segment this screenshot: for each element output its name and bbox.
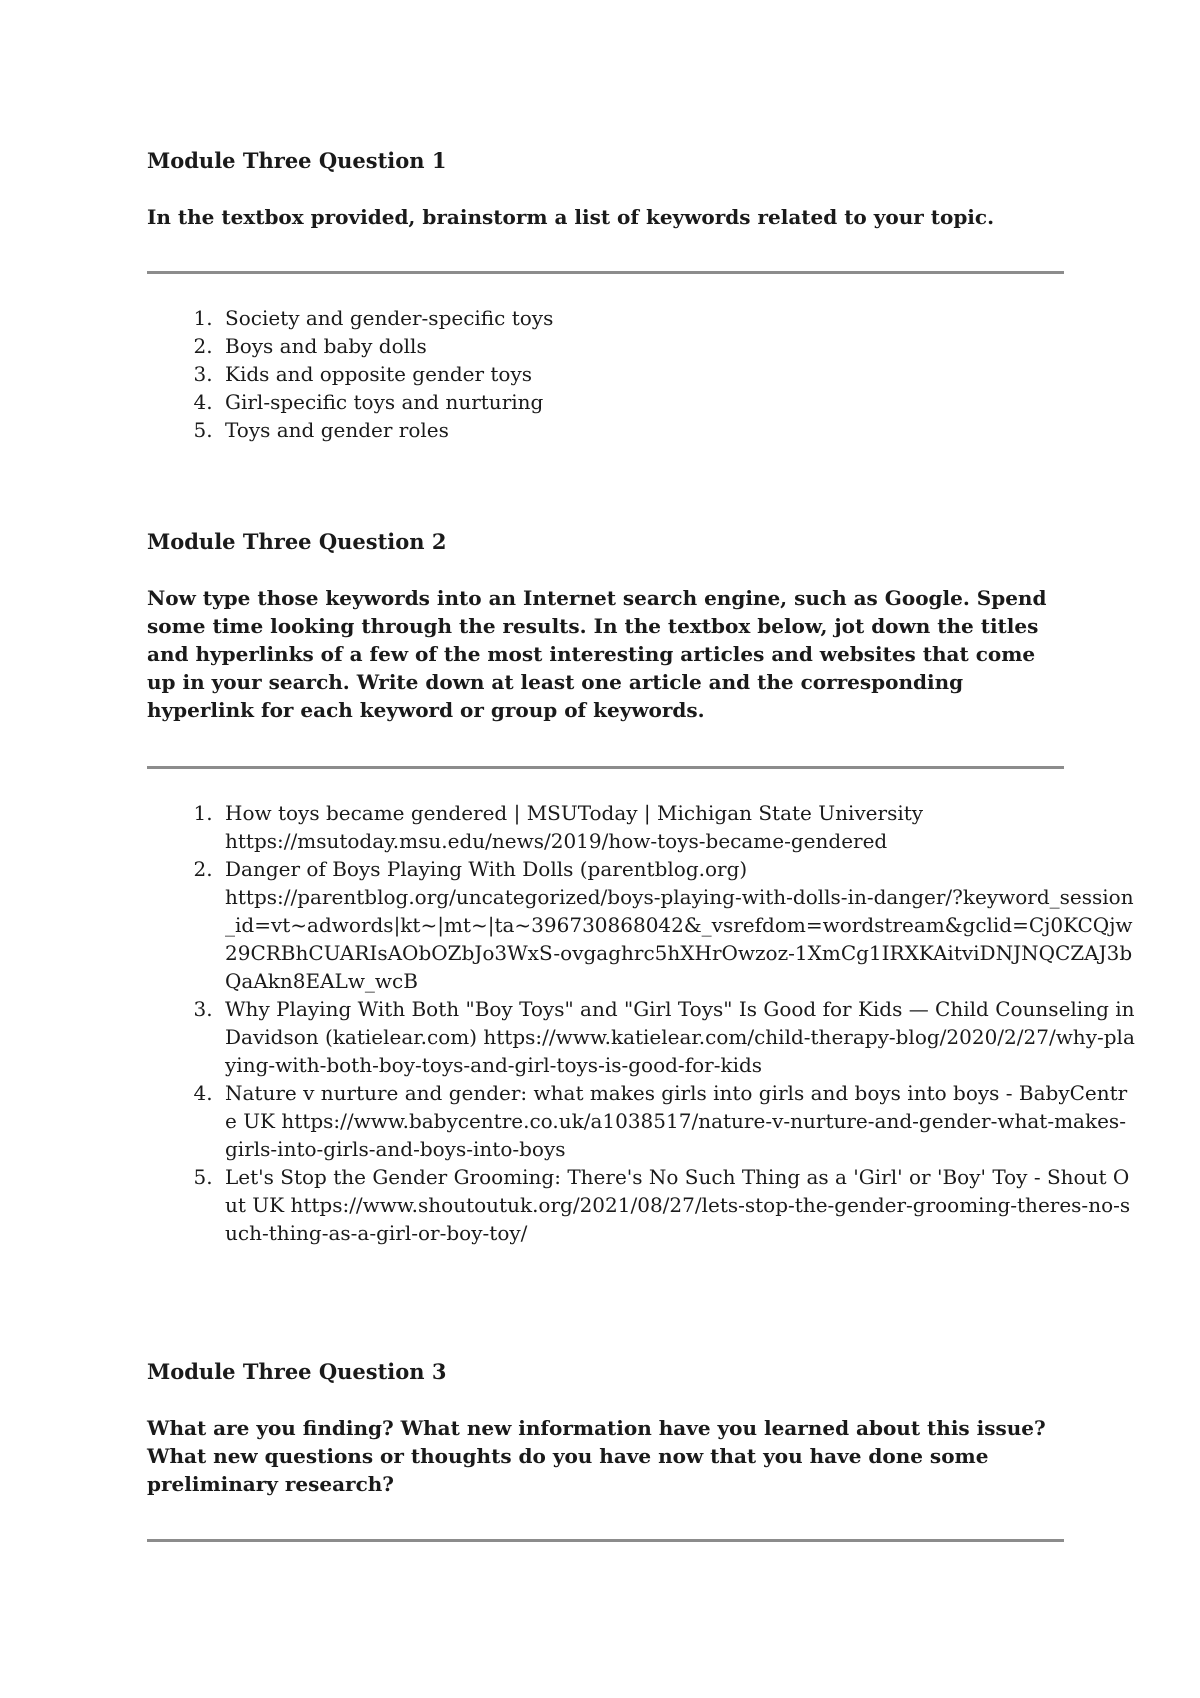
- q1-heading: Module Three Question 1: [147, 148, 447, 173]
- article-title: 1. How toys became gendered | MSUToday | Michigan State University: [225, 801, 924, 825]
- article-title: Why Playing With Both "Boy Toys" and "Girl Toys" Is Good for Kids — Child Counseling in Davidson (katielear.com): [225, 997, 1135, 1049]
- list-item: 3. Kids and opposite gender toys: [219, 360, 1136, 388]
- q2-answer-list: [147, 799, 1136, 1247]
- article-title: Nature v nurture and gender: what makes girls into girls and boys into boys - BabyCentre UK: [225, 1081, 1128, 1133]
- q3-prompt: What are you finding? What new information have you learned about this issue? What new questions or thoughts do you have now that you have done some preliminary research?: [147, 1416, 1046, 1496]
- list-item: 1. Society and gender-specific toys: [219, 304, 1136, 332]
- article-link[interactable]: https://www.katielear.com/child-therapy-blog/2020/2/27/why-playing-with-both-boy-toys-and-girl-toys-is-good-for-kids: [225, 1025, 1135, 1077]
- list-item: [219, 855, 1136, 995]
- article-link[interactable]: https://www.babycentre.co.uk/a1038517/nature-v-nurture-and-gender-what-makes-girls-into-girls-and-boys-into-boys: [225, 1109, 1126, 1161]
- list-item: [219, 995, 1136, 1079]
- q1-answer-list: [147, 304, 1136, 444]
- article-link[interactable]: https://parentblog.org/uncategorized/boys-playing-with-dolls-in-danger/?keyword_session_id=vt~adwords|kt~|mt~|ta~396730868042&_vsrefdom=wordstream&gclid=Cj0KCQjw29CRBhCUARIsAObOZbJo3WxS-ovgaghrc5hXHrOwzoz-1XmCg1IRXKAitviDNJNQCZAJ3bQaAkn8EALw_wcB: [225, 885, 1134, 993]
- list-item: 2. Boys and baby dolls: [219, 332, 1136, 360]
- q1-textbox-divider: [147, 271, 1064, 274]
- article-link[interactable]: https://msutoday.msu.edu/news/2019/how-toys-became-gendered: [225, 829, 888, 853]
- list-item: [219, 799, 1136, 855]
- q2-heading: Module Three Question 2: [147, 529, 447, 554]
- list-item: 4. Girl-specific toys and nurturing: [219, 388, 1136, 416]
- list-item: [219, 1079, 1136, 1163]
- article-title: Let's Stop the Gender Grooming: There's No Such Thing as a 'Girl' or 'Boy' Toy - Shout Out UK: [225, 1165, 1130, 1217]
- q2-textbox-divider: [147, 766, 1064, 769]
- q3-heading: Module Three Question 3: [147, 1359, 447, 1384]
- list-item: [219, 1163, 1136, 1247]
- article-title: 2. Danger of Boys Playing With Dolls (parentblog.org): [225, 857, 748, 881]
- q1-prompt: In the textbox provided, brainstorm a list of keywords related to your topic.: [147, 205, 995, 229]
- q2-prompt: Now type those keywords into an Internet search engine, such as Google. Spend some time looking through the results. In the textbox below, jot down the titles and hyperlinks of a few of the most interesting articles and websites that come up in your search. Write down at least one article and the corresponding hyperlink for each keyword or group of keywords.: [147, 586, 1047, 722]
- q3-textbox-divider: [147, 1539, 1064, 1542]
- article-link[interactable]: https://www.shoutoutuk.org/2021/08/27/lets-stop-the-gender-grooming-theres-no-such-thing-as-a-girl-or-boy-toy/: [225, 1193, 1131, 1245]
- list-item: 5. Toys and gender roles: [219, 416, 1136, 444]
